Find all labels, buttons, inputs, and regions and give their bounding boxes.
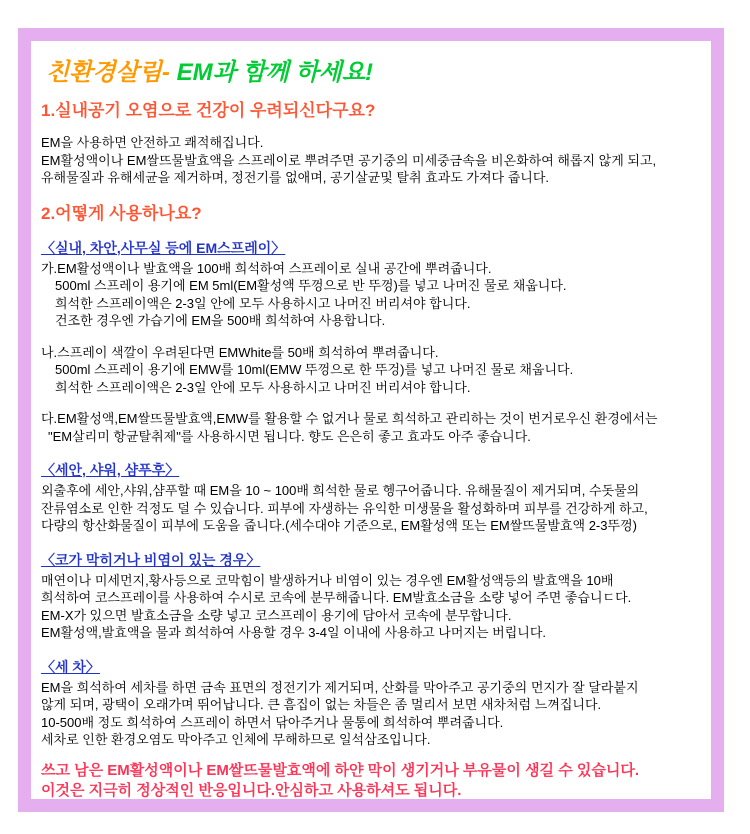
body-line: EM-X가 있으면 발효소금을 소량 넣고 코스프레이 용기에 담아서 코속에 분무합니다.	[41, 607, 512, 623]
body-line: 다량의 항산화물질이 피부에 도움을 줍니다.(세수대야 기준으로, EM활성액 또는 EM쌀뜨물발효액 2-3뚜껑)	[41, 518, 637, 533]
wash-subheading: 〈세안, 샤워, 샴푸후〉	[41, 462, 180, 478]
body-line: 유해물질과 유해세균을 제거하며, 정전기를 없애며, 공기살균및 탈취 효과도 가져다 줍니다.	[41, 170, 549, 185]
body-line: 500ml 스프레이 용기에 EMW를 10ml(EMW 뚜껑으로 한 뚜겅)를 넣고 나머진 물로 채웁니다.	[55, 362, 574, 377]
page-title-part2: EM과 함께 하세요!	[176, 59, 374, 86]
body-line: 잔류염소로 인한 걱정도 덜 수 있습니다. 피부에 자생하는 유익한 미생물을 활성화하며 피부를 건강하게 하고,	[41, 500, 648, 516]
nose-subheading: 〈코가 막히거나 비염이 있는 경우〉	[41, 551, 261, 568]
body-line: 다.EM활성액,EM쌀뜨물발효액,EMW를 활용할 수 없거나 물로 희석하고 관리하는 것이 번거로우신 환경에서는	[41, 411, 658, 426]
body-line: EM을 희석하여 세차를 하면 금속 표면의 정전기가 제거되며, 산화를 막아주고 공기중의 먼지가 잘 달라붙지	[41, 679, 639, 695]
body-line: EM활성액이나 EM쌀뜨물발효액을 스프레이로 뿌려주면 공기중의 미세중금속을 비온화하여 해롭지 않게 되고,	[41, 152, 657, 168]
document-content	[31, 41, 711, 801]
section2-heading: 2.어떻게 사용하나요?	[41, 203, 202, 223]
carwash-subheading: 〈세 차〉	[41, 658, 100, 675]
nose-paragraph	[41, 572, 703, 642]
body-line: EM을 사용하면 안전하고 쾌적해집니다.	[41, 135, 264, 150]
spray-block-na	[41, 344, 703, 397]
body-line: 희석한 스프레이액은 2-3일 안에 모두 사용하시고 나머진 버리셔야 합니다.	[55, 379, 471, 395]
body-line: 500ml 스프레이 용기에 EM 5ml(EM활성액 뚜껑으로 반 뚜껑)를 넣고 나머진 물로 채웁니다.	[55, 278, 567, 293]
body-line: EM활성액,발효액을 물과 희석하여 사용할 경우 3-4일 이내에 사용하고 나머지는 버립니다.	[41, 625, 546, 640]
warning-note	[41, 761, 703, 801]
spray-block-ga	[41, 260, 703, 330]
section1-heading: 1.실내공기 오염으로 건강이 우려되신다구요?	[41, 101, 376, 120]
body-line: 외출후에 세안,샤워,샴푸할 때 EM을 10 ~ 100배 희석한 물로 헹구어줍니다. 유해물질이 제거되며, 수돗물의	[41, 483, 640, 498]
body-line: 희석하여 코스프레이를 사용하여 수시로 코속에 분무해줍니다. EM발효소금을 소량 넣어 주면 좋습니ㄷ다.	[41, 590, 632, 605]
page-title	[41, 58, 703, 88]
body-line: 10-500배 정도 희석하여 스프레이 하면서 닦아주거나 물통에 희석하여 뿌려줍니다.	[41, 714, 504, 730]
spray-block-da	[41, 410, 703, 445]
warning-line: 이것은 지극히 정상적인 반응입니다.안심하고 사용하셔도 됩니다.	[41, 781, 462, 799]
body-line: 세차로 인한 환경오염도 막아주고 인체에 무해하므로 일석삼조입니다.	[41, 732, 431, 747]
body-line: 건조한 경우엔 가습기에 EM을 500배 희석하여 사용합니다.	[55, 313, 386, 328]
carwash-paragraph	[41, 679, 703, 749]
body-line: "EM살리미 항균탈취제"를 사용하시면 됩니다. 향도 은은히 좋고 효과도 아주 좋습니다.	[48, 428, 531, 444]
spray-subheading: 〈실내, 차안,사무실 등에 EM스프레이〉	[41, 239, 286, 256]
body-line: 희석한 스프레이액은 2-3일 안에 모두 사용하시고 나머진 버리셔야 합니다.	[55, 295, 471, 311]
page-title-part1: 친환경살림-	[46, 59, 177, 86]
warning-line: 쓰고 남은 EM활성액이나 EM쌀뜨물발효액에 하얀 막이 생기거나 부유물이 생길 수 있습니다.	[41, 761, 639, 779]
body-line: 가.EM활성액이나 발효액을 100배 희석하여 스프레이로 실내 공간에 뿌려줍니다.	[41, 260, 492, 276]
section1-paragraph	[41, 134, 703, 187]
wash-paragraph	[41, 482, 703, 535]
document-frame	[18, 28, 724, 812]
body-line: 나.스프레이 색깔이 우려된다면 EMWhite를 50배 희석하여 뿌려줍니다.	[41, 344, 439, 360]
body-line: 매연이나 미세먼지,황사등으로 코막힘이 발생하거나 비염이 있는 경우엔 EM활성액등의 발효액을 10배	[41, 572, 614, 588]
body-line: 않게 되며, 광택이 오래가며 뛰어납니다. 큰 흠집이 없는 차들은 좀 멀리서 보면 새차처럼 느껴집니다.	[41, 697, 602, 712]
